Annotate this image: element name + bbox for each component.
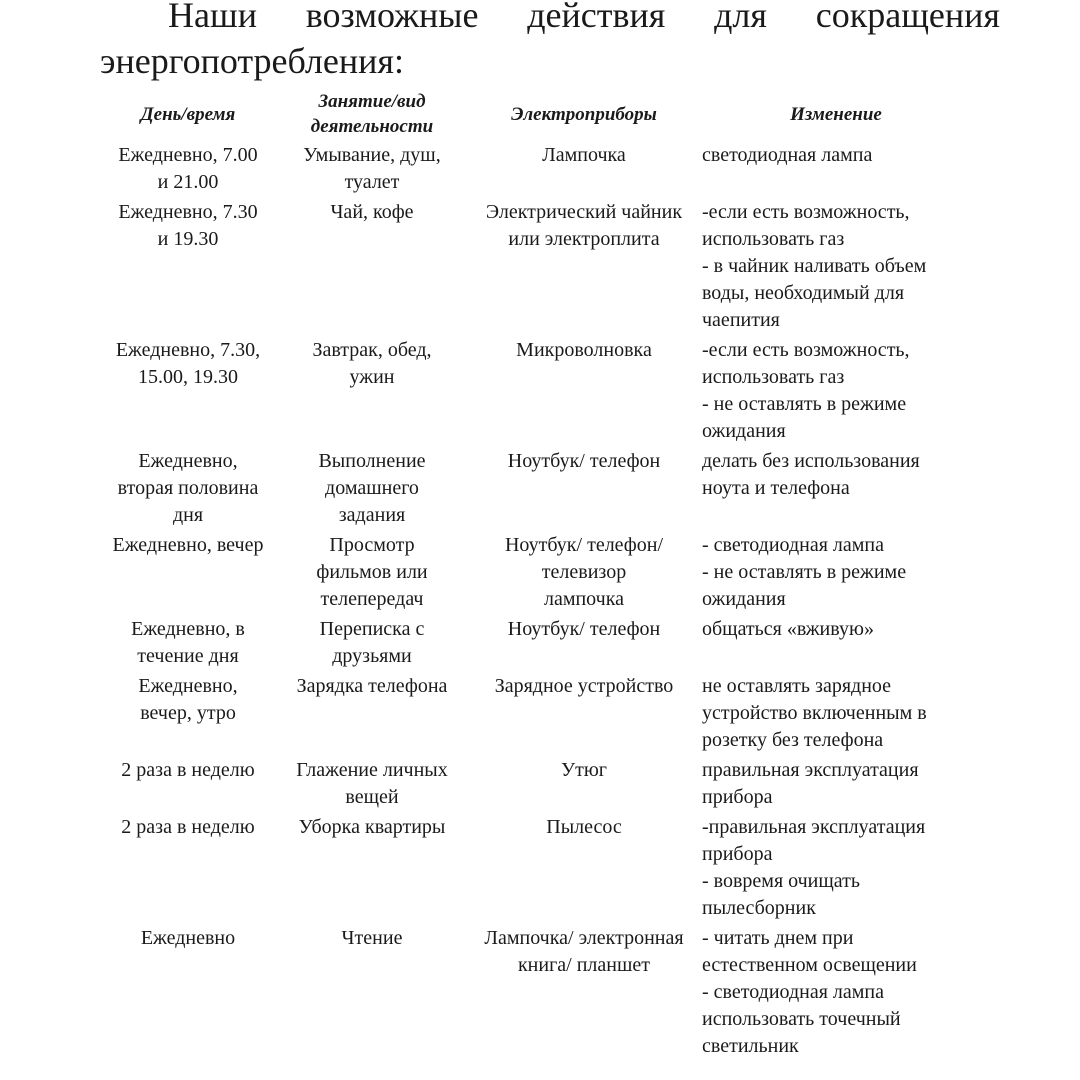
- cell-appliances: [466, 814, 702, 925]
- cell-change: [702, 199, 970, 337]
- cell-line: - читать днем при: [702, 927, 854, 949]
- cell-appliances: [466, 925, 702, 1063]
- cell-line: Зарядка телефона: [296, 675, 448, 697]
- cell-line: Ноутбук/ телефон/: [504, 534, 664, 556]
- cell-line: Выполнение: [318, 450, 426, 472]
- table-row: [98, 757, 970, 814]
- cell-day-time: [98, 757, 278, 814]
- cell-line: вторая половина: [117, 477, 259, 499]
- cell-change: [702, 673, 970, 757]
- cell-change: [702, 757, 970, 814]
- table-row: [98, 925, 970, 1063]
- table-row: [98, 616, 970, 673]
- table-body: [98, 142, 970, 1063]
- cell-appliances: [466, 337, 702, 448]
- cell-line: светильник: [702, 1035, 799, 1057]
- cell-line: Ежедневно, 7.00: [118, 144, 258, 166]
- cell-appliances: [466, 142, 702, 199]
- cell-line: Зарядное устройство: [494, 675, 674, 697]
- cell-line: Ежедневно, вечер: [112, 534, 264, 556]
- cell-line: Умывание, душ,: [303, 144, 441, 166]
- table-row: [98, 337, 970, 448]
- cell-line: Пылесос: [546, 816, 622, 838]
- cell-line: -правильная эксплуатация: [702, 816, 926, 838]
- cell-line: или электроплита: [508, 228, 660, 250]
- cell-line: - не оставлять в режиме: [702, 393, 907, 415]
- cell-day-time: [98, 142, 278, 199]
- cell-activity: [278, 142, 466, 199]
- cell-day-time: [98, 925, 278, 1063]
- cell-line: лампочка: [543, 588, 625, 610]
- cell-line: вечер, утро: [140, 702, 236, 724]
- cell-line: Ежедневно, в: [131, 618, 245, 640]
- cell-line: течение дня: [137, 645, 239, 667]
- cell-line: правильная эксплуатация: [702, 759, 919, 781]
- cell-activity: [278, 757, 466, 814]
- cell-line: и 21.00: [157, 171, 219, 193]
- cell-appliances: [466, 616, 702, 673]
- cell-line: Переписка с: [319, 618, 425, 640]
- cell-activity: [278, 199, 466, 337]
- table-row: [98, 448, 970, 532]
- cell-line: Глажение личных: [296, 759, 448, 781]
- cell-line: Просмотр: [329, 534, 415, 556]
- cell-line: 2 раза в неделю: [121, 759, 255, 781]
- cell-line: 15.00, 19.30: [138, 366, 238, 388]
- cell-line: общаться «вживую»: [702, 618, 874, 640]
- cell-line: - светодиодная лампа: [702, 534, 884, 556]
- cell-appliances: [466, 532, 702, 616]
- cell-appliances: [466, 448, 702, 532]
- cell-change: [702, 448, 970, 532]
- cell-line: - в чайник наливать объем: [702, 255, 927, 277]
- cell-line: телевизор: [541, 561, 627, 583]
- cell-line: - светодиодная лампа: [702, 981, 884, 1003]
- table-row: [98, 199, 970, 337]
- cell-line: - не оставлять в режиме: [702, 561, 907, 583]
- cell-line: Электрический чайник: [485, 201, 683, 223]
- cell-day-time: [98, 616, 278, 673]
- cell-line: Ежедневно,: [138, 675, 238, 697]
- cell-line: использовать газ: [702, 366, 845, 388]
- cell-line: устройство включенным в: [702, 702, 927, 724]
- cell-line: Ежедневно,: [138, 450, 238, 472]
- cell-change: [702, 814, 970, 925]
- cell-change: [702, 925, 970, 1063]
- page-title: Наши возможные действия для сокращения энергопотребления:: [100, 0, 1000, 81]
- cell-line: ноута и телефона: [702, 477, 850, 499]
- cell-activity: [278, 448, 466, 532]
- cell-line: и 19.30: [157, 228, 219, 250]
- cell-day-time: [98, 814, 278, 925]
- column-header-appliances: Электроприборы: [511, 103, 657, 125]
- cell-day-time: [98, 532, 278, 616]
- table-row: [98, 814, 970, 925]
- cell-day-time: [98, 448, 278, 532]
- cell-line: прибора: [702, 843, 773, 865]
- cell-line: Утюг: [560, 759, 608, 781]
- cell-activity: [278, 616, 466, 673]
- cell-line: пылесборник: [702, 897, 816, 919]
- cell-line: Ноутбук/ телефон: [507, 450, 661, 472]
- cell-change: [702, 532, 970, 616]
- cell-activity: [278, 673, 466, 757]
- cell-line: задания: [338, 504, 406, 526]
- cell-line: фильмов или: [316, 561, 428, 583]
- cell-line: естественном освещении: [702, 954, 917, 976]
- cell-line: использовать точечный: [702, 1008, 901, 1030]
- cell-line: Ежедневно, 7.30: [118, 201, 258, 223]
- cell-line: Чтение: [341, 927, 403, 949]
- cell-line: воды, необходимый для: [702, 282, 905, 304]
- cell-line: Уборка квартиры: [298, 816, 446, 838]
- cell-line: Ноутбук/ телефон: [507, 618, 661, 640]
- cell-appliances: [466, 673, 702, 757]
- cell-day-time: [98, 199, 278, 337]
- cell-line: - вовремя очищать: [702, 870, 861, 892]
- cell-line: использовать газ: [702, 228, 845, 250]
- cell-line: друзьями: [332, 645, 412, 667]
- cell-line: -если есть возможность,: [702, 201, 910, 223]
- cell-line: делать без использования: [702, 450, 920, 472]
- cell-line: розетку без телефона: [702, 729, 884, 751]
- cell-activity: [278, 337, 466, 448]
- table-row: [98, 673, 970, 757]
- cell-change: [702, 616, 970, 673]
- column-header-activity: Занятие/вид деятельности: [310, 91, 434, 137]
- cell-line: ужин: [349, 366, 395, 388]
- cell-appliances: [466, 199, 702, 337]
- cell-line: вещей: [345, 786, 399, 808]
- cell-line: 2 раза в неделю: [121, 816, 255, 838]
- cell-activity: [278, 814, 466, 925]
- cell-change: [702, 337, 970, 448]
- cell-line: прибора: [702, 786, 773, 808]
- cell-day-time: [98, 673, 278, 757]
- cell-line: не оставлять зарядное: [702, 675, 892, 697]
- cell-line: Микроволновка: [516, 339, 652, 361]
- cell-line: -если есть возможность,: [702, 339, 910, 361]
- energy-saving-table: [98, 86, 970, 1063]
- cell-line: Лампочка: [542, 144, 626, 166]
- cell-line: телепередач: [320, 588, 424, 610]
- column-header-change: Изменение: [790, 103, 882, 125]
- column-header-day-time: День/время: [140, 103, 236, 125]
- cell-activity: [278, 925, 466, 1063]
- table-header: [98, 86, 970, 142]
- cell-line: дня: [172, 504, 204, 526]
- cell-line: светодиодная лампа: [702, 144, 873, 166]
- cell-line: ожидания: [702, 588, 786, 610]
- cell-line: Чай, кофе: [330, 201, 414, 223]
- cell-line: ожидания: [702, 420, 786, 442]
- cell-activity: [278, 532, 466, 616]
- cell-line: книга/ планшет: [517, 954, 651, 976]
- cell-line: Завтрак, обед,: [312, 339, 432, 361]
- cell-line: домашнего: [325, 477, 419, 499]
- table-row: [98, 142, 970, 199]
- cell-line: туалет: [344, 171, 400, 193]
- cell-line: Лампочка/ электронная: [484, 927, 684, 949]
- cell-day-time: [98, 337, 278, 448]
- table-row: [98, 532, 970, 616]
- cell-appliances: [466, 757, 702, 814]
- cell-line: Ежедневно, 7.30,: [115, 339, 261, 361]
- cell-change: [702, 142, 970, 199]
- cell-line: Ежедневно: [140, 927, 236, 949]
- cell-line: чаепития: [702, 309, 780, 331]
